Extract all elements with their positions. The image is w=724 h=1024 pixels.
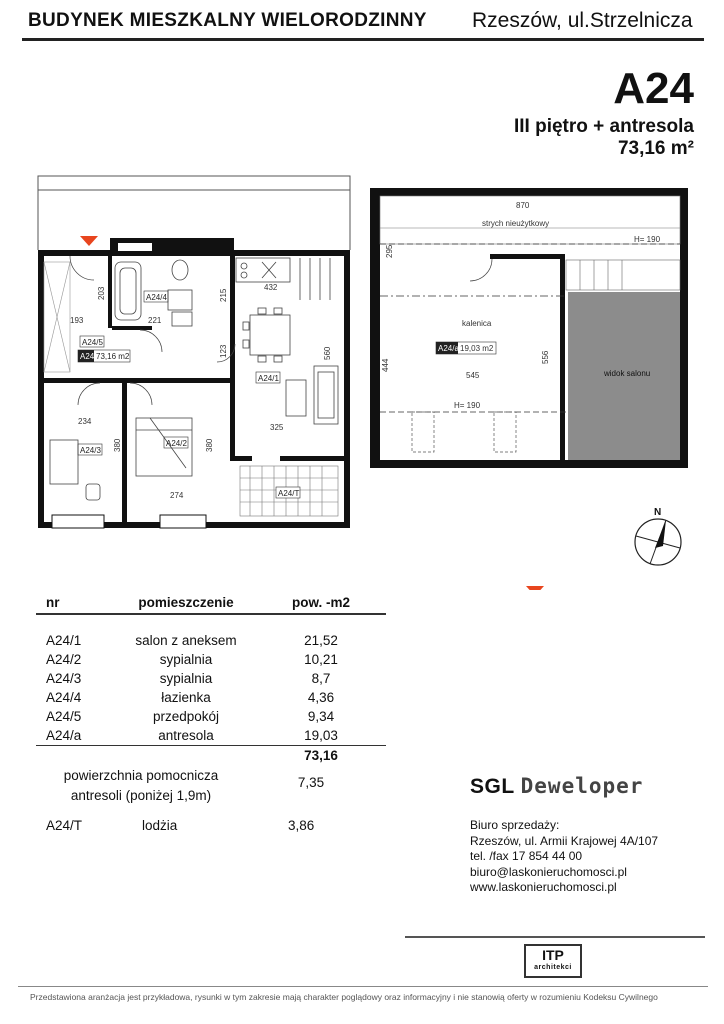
dim-193: 193: [70, 316, 84, 325]
dim-203: 203: [97, 286, 106, 300]
apartment-plan: [38, 236, 350, 530]
apartment-floor: III piętro + antresola: [513, 116, 694, 137]
dim-215: 215: [219, 288, 228, 302]
table-row: A24/5 przedpokój 9,34: [46, 709, 335, 724]
apartment-id: A24: [613, 64, 694, 113]
room-label-a24-4: A24/4: [146, 293, 167, 302]
brand-sgl: SGL: [470, 775, 515, 798]
dim-560: 560: [323, 346, 332, 360]
col-header-nr: nr: [36, 592, 116, 614]
dim-295: 295: [385, 244, 394, 258]
aux-label-2: antresoli (poniżej 1,9m): [70, 788, 212, 803]
developer-logo: [470, 774, 643, 799]
office-email[interactable]: biuro@laskonieruchomosci.pl: [470, 864, 627, 879]
room-label-a24-1: A24/1: [258, 374, 279, 383]
north-label: N: [654, 507, 662, 518]
architect-sub: architekci: [534, 964, 572, 971]
disclaimer: Przedstawiona aranżacja jest przykładowa, rysunki w tym zakresie mają charakter poglądowy oraz informacyjny i nie stanowią oferty w rozumieniu Kodeksu Cywilnego: [30, 992, 658, 1002]
architect-logo: [524, 944, 582, 978]
terrace-name: lodżia: [142, 818, 178, 833]
h190-label-b: H= 190: [454, 401, 481, 410]
office-address: Rzeszów, ul. Armii Krajowej 4A/107: [470, 833, 659, 848]
attic-label: strych nieużytkowy: [482, 219, 550, 228]
location-label: Rzeszów, ul.Strzelnicza: [472, 9, 693, 32]
dim-325: 325: [270, 423, 284, 432]
table-row: A24/3 sypialnia 8,7: [46, 671, 331, 686]
dim-444: 444: [381, 358, 390, 372]
table-row: A24/2 sypialnia 10,21: [46, 652, 338, 667]
sofa: [286, 366, 338, 424]
apt-tag-area: 73,16 m2: [96, 352, 130, 361]
dim-234: 234: [78, 417, 92, 426]
mezzanine-plan: [370, 188, 688, 468]
apt-tag-id: A24: [80, 352, 95, 361]
building-title: BUDYNEK MIESZKALNY WIELORODZINNY: [28, 10, 427, 31]
table-row: A24/1 salon z aneksem 21,52: [46, 633, 338, 648]
footer-divider: [18, 986, 708, 987]
aux-value: 7,35: [297, 775, 325, 790]
mezz-tag-id: A24/a: [438, 344, 459, 353]
dim-432: 432: [264, 283, 278, 292]
entrance-marker: [80, 236, 98, 246]
room-label-a24-5: A24/5: [82, 338, 103, 347]
dim-556: 556: [541, 350, 550, 364]
dining-table: [243, 308, 290, 362]
salon-view-label: widok salonu: [604, 369, 651, 378]
h190-label-a: H= 190: [634, 235, 661, 244]
table-row: A24/a antresola 19,03: [46, 728, 338, 743]
office-label: Biuro sprzedaży:: [470, 818, 560, 832]
compass: [635, 507, 681, 565]
site-plan: [456, 586, 712, 590]
dim-870: 870: [516, 201, 530, 210]
table-total-row: [36, 746, 386, 766]
col-header-room: pomieszczenie: [116, 592, 256, 614]
room-label-a24-t: A24/T: [278, 489, 300, 498]
sales-office: [470, 818, 658, 896]
dim-221: 221: [148, 316, 162, 325]
office-phone: tel. /fax 17 854 44 00: [470, 849, 583, 863]
stairs-label: kalenica: [462, 319, 492, 328]
room-label-a24-3: A24/3: [80, 446, 101, 455]
terrace-nr: A24/T: [46, 818, 83, 833]
dim-274: 274: [170, 491, 184, 500]
mezz-tag-area: 19,03 m2: [460, 344, 494, 353]
dim-380a: 380: [113, 438, 122, 452]
rooms-table: [36, 592, 386, 765]
divider-line: [405, 936, 705, 938]
room-label-a24-2: A24/2: [166, 439, 187, 448]
architect-name: ITP: [542, 947, 564, 963]
hall-hatch: [44, 262, 70, 372]
terrace-area: 3,86: [288, 818, 315, 833]
kitchen-fixtures: [236, 258, 330, 300]
dim-380b: 380: [205, 438, 214, 452]
total-area: 73,16: [256, 746, 386, 766]
table-row: A24/4 łazienka 4,36: [46, 690, 335, 705]
apartment-area: 73,16 m²: [617, 138, 694, 159]
aux-label-1: powierzchnia pomocnicza: [63, 768, 219, 783]
dim-123: 123: [219, 344, 228, 358]
dim-545: 545: [466, 371, 480, 380]
office-website[interactable]: www.laskonieruchomosci.pl: [470, 880, 617, 894]
brand-deweloper: Deweloper: [520, 774, 644, 798]
col-header-area: pow. -m2: [256, 592, 386, 614]
site-plan-marker: [526, 586, 544, 590]
